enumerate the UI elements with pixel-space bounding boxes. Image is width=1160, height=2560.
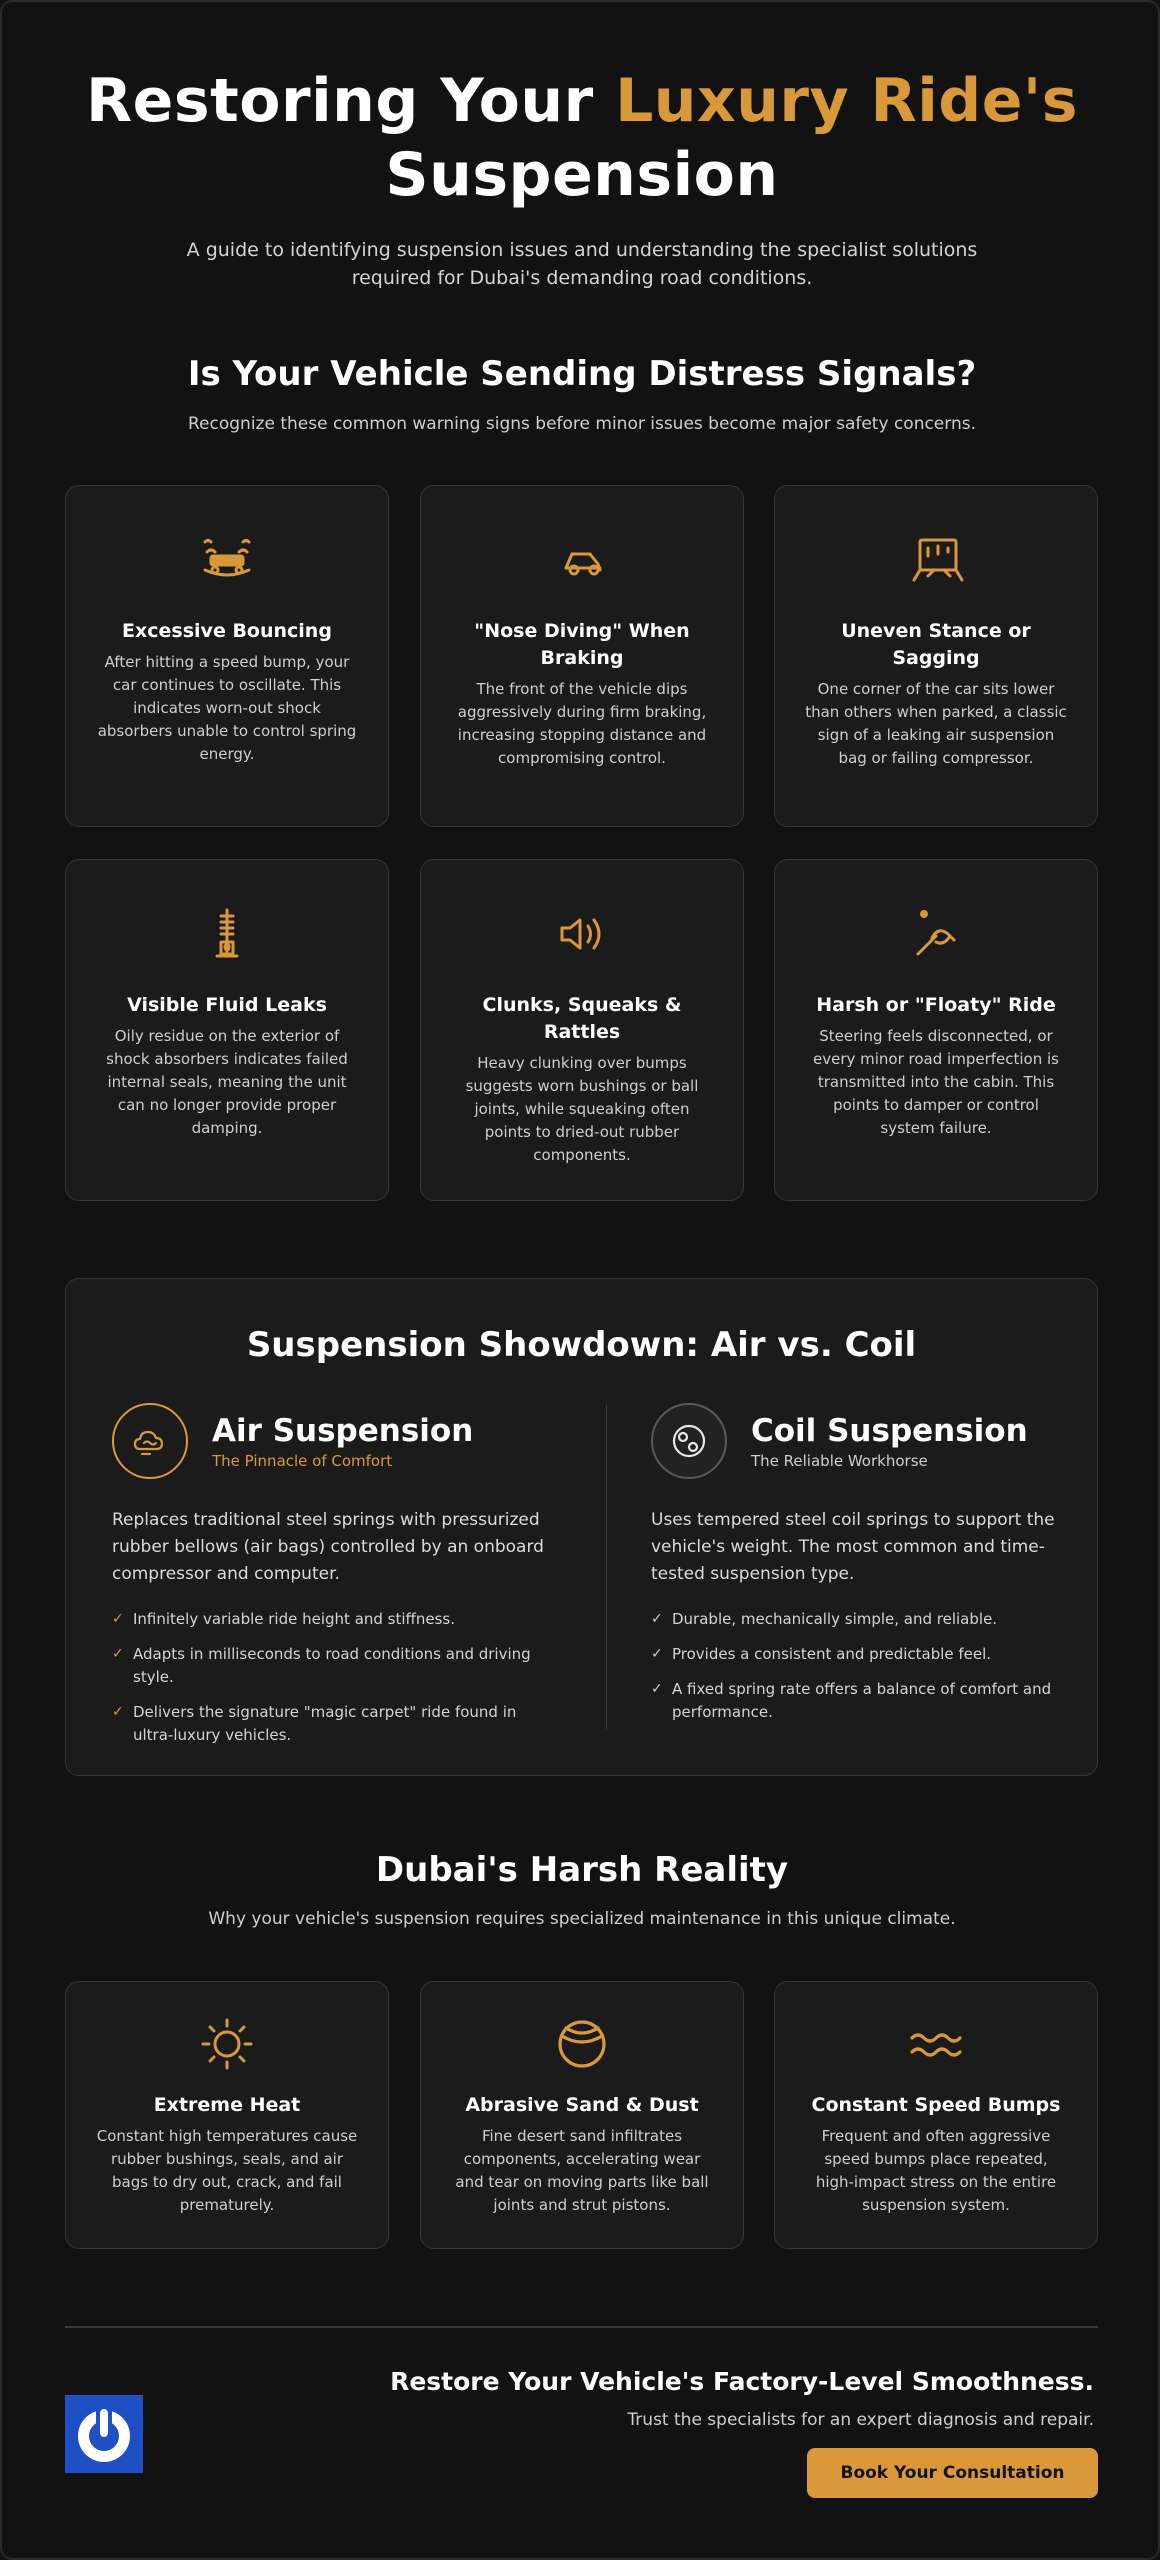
sagging-corner-icon [906,530,966,590]
page-subtitle: A guide to identifying suspension issues and understanding the specialist solutions required for Dubai's demanding road conditions. [186,239,978,289]
signal-card-noises [420,859,744,1201]
coil-badge [651,1403,727,1479]
check-icon: ✓ [651,1646,663,1662]
coil-suspension-desc: Uses tempered steel coil springs to support the vehicle's weight. The most common and time-tested suspension type. [651,1510,1055,1584]
footer-headline: Restore Your Vehicle's Factory-Level Smoothness. [390,2367,1094,2396]
dubai-card-speed-bumps [774,1981,1098,2249]
sand-dust-icon [552,2014,612,2074]
signal-title: Harsh or "Floaty" Ride [816,994,1056,1016]
dubai-item-text: Fine desert sand infiltrates components, accelerating wear and tear on moving parts like ball joints and strut pistons. [455,2127,709,2214]
signal-text: Oily residue on the exterior of shock absorbers indicates failed internal seals, meaning the unit can no longer provide proper damping. [106,1027,348,1137]
brand-logo [65,2395,143,2473]
dubai-item-text: Constant high temperatures cause rubber bushings, seals, and air bags to dry out, crack, and fail prematurely. [96,2127,358,2214]
signal-title: Excessive Bouncing [122,620,332,642]
signal-title: Visible Fluid Leaks [127,994,327,1016]
list-item: ✓ Delivers the signature "magic carpet" ride found in ultra-luxury vehicles. [112,1701,558,1747]
signals-title: Is Your Vehicle Sending Distress Signals? [187,354,977,394]
signal-title: Uneven Stance or Sagging [841,620,1031,669]
dubai-item-title: Extreme Heat [153,2094,301,2116]
fluid-leak-icon [197,904,257,964]
check-icon: ✓ [112,1611,124,1627]
check-icon: ✓ [651,1611,663,1627]
steering-float-icon [906,904,966,964]
check-icon: ✓ [112,1646,124,1662]
air-cloud-icon [130,1421,170,1461]
signal-text: One corner of the car sits lower than others when parked, a classic sign of a leaking air suspension bag or failing compressor. [805,680,1067,767]
air-suspension-name: Air Suspension [212,1413,474,1449]
dubai-item-title: Constant Speed Bumps [811,2094,1061,2116]
book-consultation-button[interactable]: Book Your Consultation [807,2448,1098,2498]
signal-text: The front of the vehicle dips aggressively during firm braking, increasing stopping distance and compromising control. [457,680,707,767]
coil-points [651,1608,1097,1724]
coil-suspension-column [651,1403,1097,1736]
signal-card-sagging [774,485,1098,827]
check-icon: ✓ [112,1704,124,1720]
hero [2,64,1160,292]
signal-card-nose-dive [420,485,744,827]
signal-text: Heavy clunking over bumps suggests worn bushings or ball joints, while squeaking often points to dried-out rubber components. [465,1054,699,1164]
air-suspension-desc: Replaces traditional steel springs with pressurized rubber bellows (air bags) controlled by an onboard compressor and computer. [112,1510,544,1584]
signals-subtitle: Recognize these common warning signs before minor issues become major safety concerns. [188,414,976,434]
signal-card-harsh-ride [774,859,1098,1201]
page-title: Restoring Your Luxury Ride's Suspension [85,66,1079,210]
dubai-subtitle: Why your vehicle's suspension requires specialized maintenance in this unique climate. [208,1909,956,1929]
bouncing-car-icon [197,530,257,590]
footer-subtext: Trust the specialists for an expert diagnosis and repair. [627,2410,1094,2430]
list-item: ✓ Adapts in milliseconds to road conditions and driving style. [112,1643,558,1689]
air-badge [112,1403,188,1479]
signal-title: Clunks, Squeaks & Rattles [482,994,682,1043]
coil-suspension-tagline: The Reliable Workhorse [751,1452,928,1470]
showdown-title: Suspension Showdown: Air vs. Coil [246,1325,917,1365]
dubai-item-title: Abrasive Sand & Dust [465,2094,699,2116]
air-suspension-column [112,1403,558,1759]
list-item: ✓ Durable, mechanically simple, and reliable. [651,1608,1097,1631]
dubai-card-heat [65,1981,389,2249]
footer-text [390,2366,1094,2430]
sun-icon [197,2014,257,2074]
signal-text: Steering feels disconnected, or every minor road imperfection is transmitted into the cabin. This points to damper or control system failure. [813,1027,1059,1137]
dubai-card-sand [420,1981,744,2249]
column-divider [606,1405,607,1729]
air-points [112,1608,558,1747]
power-logo-icon [65,2395,143,2473]
title-accent: Luxury Ride's [615,66,1079,136]
showdown-panel [65,1278,1098,1776]
list-item: ✓ Infinitely variable ride height and stiffness. [112,1608,558,1631]
signal-card-fluid-leak [65,859,389,1201]
list-item: ✓ A fixed spring rate offers a balance of comfort and performance. [651,1678,1097,1724]
footer-divider [65,2326,1098,2328]
speed-bump-waves-icon [906,2014,966,2074]
nose-dive-car-icon [552,530,612,590]
check-icon: ✓ [651,1681,663,1697]
list-item: ✓ Provides a consistent and predictable feel. [651,1643,1097,1666]
signal-card-bouncing [65,485,389,827]
speaker-icon [552,904,612,964]
signal-title: "Nose Diving" When Braking [474,620,690,669]
dubai-title: Dubai's Harsh Reality [375,1850,789,1890]
coil-spring-icon [669,1421,709,1461]
signal-text: After hitting a speed bump, your car continues to oscillate. This indicates worn-out shock absorbers unable to control spring energy. [97,653,357,763]
coil-suspension-name: Coil Suspension [751,1413,1028,1449]
air-suspension-tagline: The Pinnacle of Comfort [212,1452,393,1470]
dubai-item-text: Frequent and often aggressive speed bumps place repeated, high-impact stress on the entire suspension system. [815,2127,1057,2214]
